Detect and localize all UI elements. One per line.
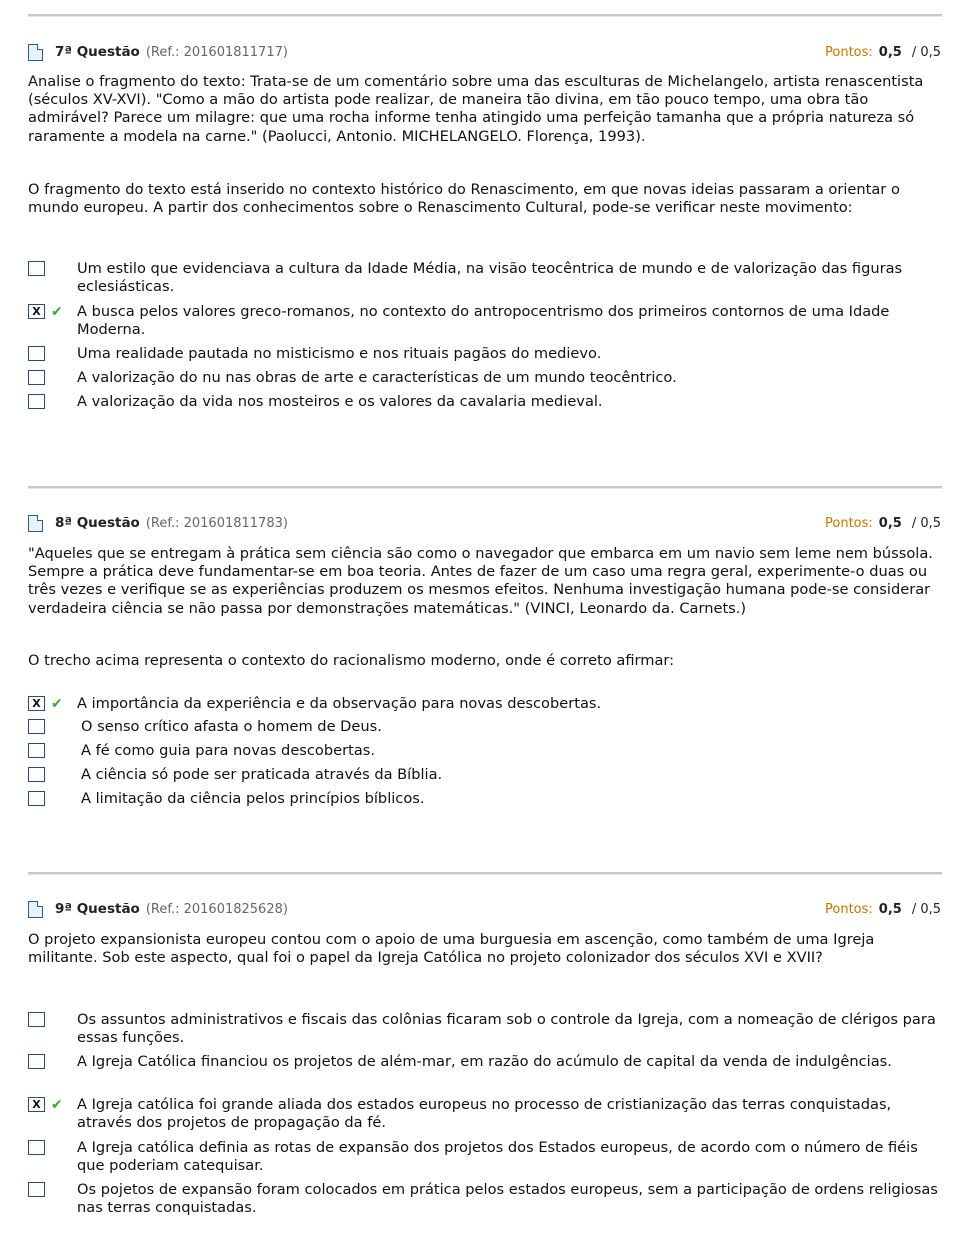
option-text: A busca pelos valores greco-romanos, no contexto do antropocentrismo dos primeiros contornos de uma Idade Moderna. <box>77 303 890 338</box>
question-title: 8ª Questão <box>55 515 140 531</box>
points-max: / 0,5 <box>911 901 941 917</box>
correct-check-icon: ✔ <box>51 304 63 320</box>
option-checkbox[interactable] <box>28 1012 45 1027</box>
option-text: A Igreja católica foi grande aliada dos estados europeus no processo de cristianização das terras conquistadas, através dos projetos de propagação da fé. <box>77 1096 892 1131</box>
option-checkbox[interactable]: X <box>28 696 45 711</box>
option-checkbox[interactable]: X <box>28 1097 45 1112</box>
question-header <box>28 898 941 920</box>
question-title: 7ª Questão <box>55 44 140 60</box>
points <box>825 45 941 60</box>
answer-option[interactable] <box>28 303 940 339</box>
answer-option[interactable] <box>28 1096 940 1132</box>
points-value: 0,5 <box>878 901 902 917</box>
answer-option[interactable] <box>28 345 940 363</box>
option-checkbox[interactable] <box>28 719 45 734</box>
points-label: Pontos: <box>825 515 873 531</box>
question-text: Analise o fragmento do texto: Trata-se de um comentário sobre uma das esculturas de Michelangelo, artista renascentista (séculos XV-XVI). "Como a mão do artista pode realizar, de maneira tão divina, em tão pouco tempo, uma obra tão admirável? Parece um milagre: que uma rocha informe tenha atingido uma perfeição tamanha que a própria natureza só raramente a modela na carne." (Paolucci, Antonio. MICHELANGELO. Florença, 1993). <box>28 73 924 145</box>
question-ref: (Ref.: 201601811783) <box>145 515 288 531</box>
question-prompt: O fragmento do texto está inserido no contexto histórico do Renascimento, em que novas ideias passaram a orientar o mundo europeu. A partir dos conhecimentos sobre o Renascimento Cultural, pode-se verificar neste movimento: <box>28 181 900 217</box>
correct-check-icon: ✔ <box>51 696 63 712</box>
option-checkbox[interactable] <box>28 394 45 409</box>
answer-option[interactable] <box>28 1181 940 1217</box>
option-checkbox[interactable]: X <box>28 304 45 319</box>
points-max: / 0,5 <box>911 515 941 531</box>
correct-check-icon: ✔ <box>51 1097 63 1113</box>
answer-option[interactable] <box>28 742 940 760</box>
option-checkbox[interactable] <box>28 346 45 361</box>
question-header <box>28 512 941 534</box>
points-label: Pontos: <box>825 44 873 60</box>
option-text: A ciência só pode ser praticada através da Bíblia. <box>81 766 443 783</box>
option-checkbox[interactable] <box>28 743 45 758</box>
answer-option[interactable] <box>28 369 940 387</box>
document-icon <box>28 515 43 532</box>
option-checkbox[interactable] <box>28 370 45 385</box>
option-text: Os assuntos administrativos e fiscais das colônias ficaram sob o controle da Igreja, com a nomeação de clérigos para essas funções. <box>77 1011 936 1046</box>
option-text: Uma realidade pautada no misticismo e nos rituais pagãos do medievo. <box>77 345 602 362</box>
separator <box>28 14 942 17</box>
document-icon <box>28 44 43 61</box>
option-checkbox[interactable] <box>28 261 45 276</box>
points-label: Pontos: <box>825 901 873 917</box>
question-ref: (Ref.: 201601811717) <box>145 44 288 60</box>
question-prompt: O trecho acima representa o contexto do racionalismo moderno, onde é correto afirmar: <box>28 652 675 669</box>
option-text: A Igreja Católica financiou os projetos de além-mar, em razão do acúmulo de capital da venda de indulgências. <box>77 1053 892 1070</box>
option-text: Um estilo que evidenciava a cultura da Idade Média, na visão teocêntrica de mundo e de valorização das figuras eclesiásticas. <box>77 260 903 295</box>
question-ref: (Ref.: 201601825628) <box>145 901 288 917</box>
points <box>825 516 941 531</box>
points <box>825 902 941 917</box>
option-checkbox[interactable] <box>28 1182 45 1197</box>
points-value: 0,5 <box>878 44 902 60</box>
document-icon <box>28 901 43 918</box>
answer-option[interactable] <box>28 1011 940 1047</box>
option-text: O senso crítico afasta o homem de Deus. <box>81 718 382 735</box>
question-title: 9ª Questão <box>55 901 140 917</box>
option-text: A limitação da ciência pelos princípios bíblicos. <box>81 790 425 807</box>
question-text: "Aqueles que se entregam à prática sem ciência são como o navegador que embarca em um navio sem leme nem bússola. Sempre a prática deve fundamentar-se em boa teoria. Antes de fazer de um caso uma regra geral, experimente-o duas ou três vezes e verifique se as experiências produzem os mesmos efeitos. Nenhuma investigação humana pode-se considerar verdadeira ciência se não passa por demonstrações matemáticas." (VINCI, Leonardo da. Carnets.) <box>28 545 933 617</box>
option-text: A valorização da vida nos mosteiros e os valores da cavalaria medieval. <box>77 393 603 410</box>
answer-option[interactable] <box>28 260 940 296</box>
answer-option[interactable] <box>28 1053 940 1071</box>
answer-option[interactable] <box>28 393 940 411</box>
answer-option[interactable] <box>28 718 940 736</box>
points-max: / 0,5 <box>911 44 941 60</box>
question-text: O projeto expansionista europeu contou com o apoio de uma burguesia em ascenção, como também de uma Igreja militante. Sob este aspecto, qual foi o papel da Igreja Católica no projeto colonizador dos séculos XVI e XVII? <box>28 931 875 967</box>
question-header <box>28 41 941 63</box>
option-text: A importância da experiência e da observação para novas descobertas. <box>77 695 602 712</box>
points-value: 0,5 <box>878 515 902 531</box>
option-checkbox[interactable] <box>28 767 45 782</box>
answer-option[interactable] <box>28 766 940 784</box>
option-checkbox[interactable] <box>28 791 45 806</box>
answer-option[interactable] <box>28 695 940 713</box>
option-text: A Igreja católica definia as rotas de expansão dos projetos dos Estados europeus, de acordo com o número de fiéis que poderiam catequisar. <box>77 1139 918 1174</box>
option-text: Os pojetos de expansão foram colocados em prática pelos estados europeus, sem a participação de ordens religiosas nas terras conquistadas. <box>77 1181 938 1216</box>
separator <box>28 486 942 489</box>
option-checkbox[interactable] <box>28 1140 45 1155</box>
answer-option[interactable] <box>28 790 940 808</box>
option-text: A valorização do nu nas obras de arte e características de um mundo teocêntrico. <box>77 369 677 386</box>
separator <box>28 872 942 875</box>
option-text: A fé como guia para novas descobertas. <box>81 742 375 759</box>
option-checkbox[interactable] <box>28 1054 45 1069</box>
answer-option[interactable] <box>28 1139 940 1175</box>
